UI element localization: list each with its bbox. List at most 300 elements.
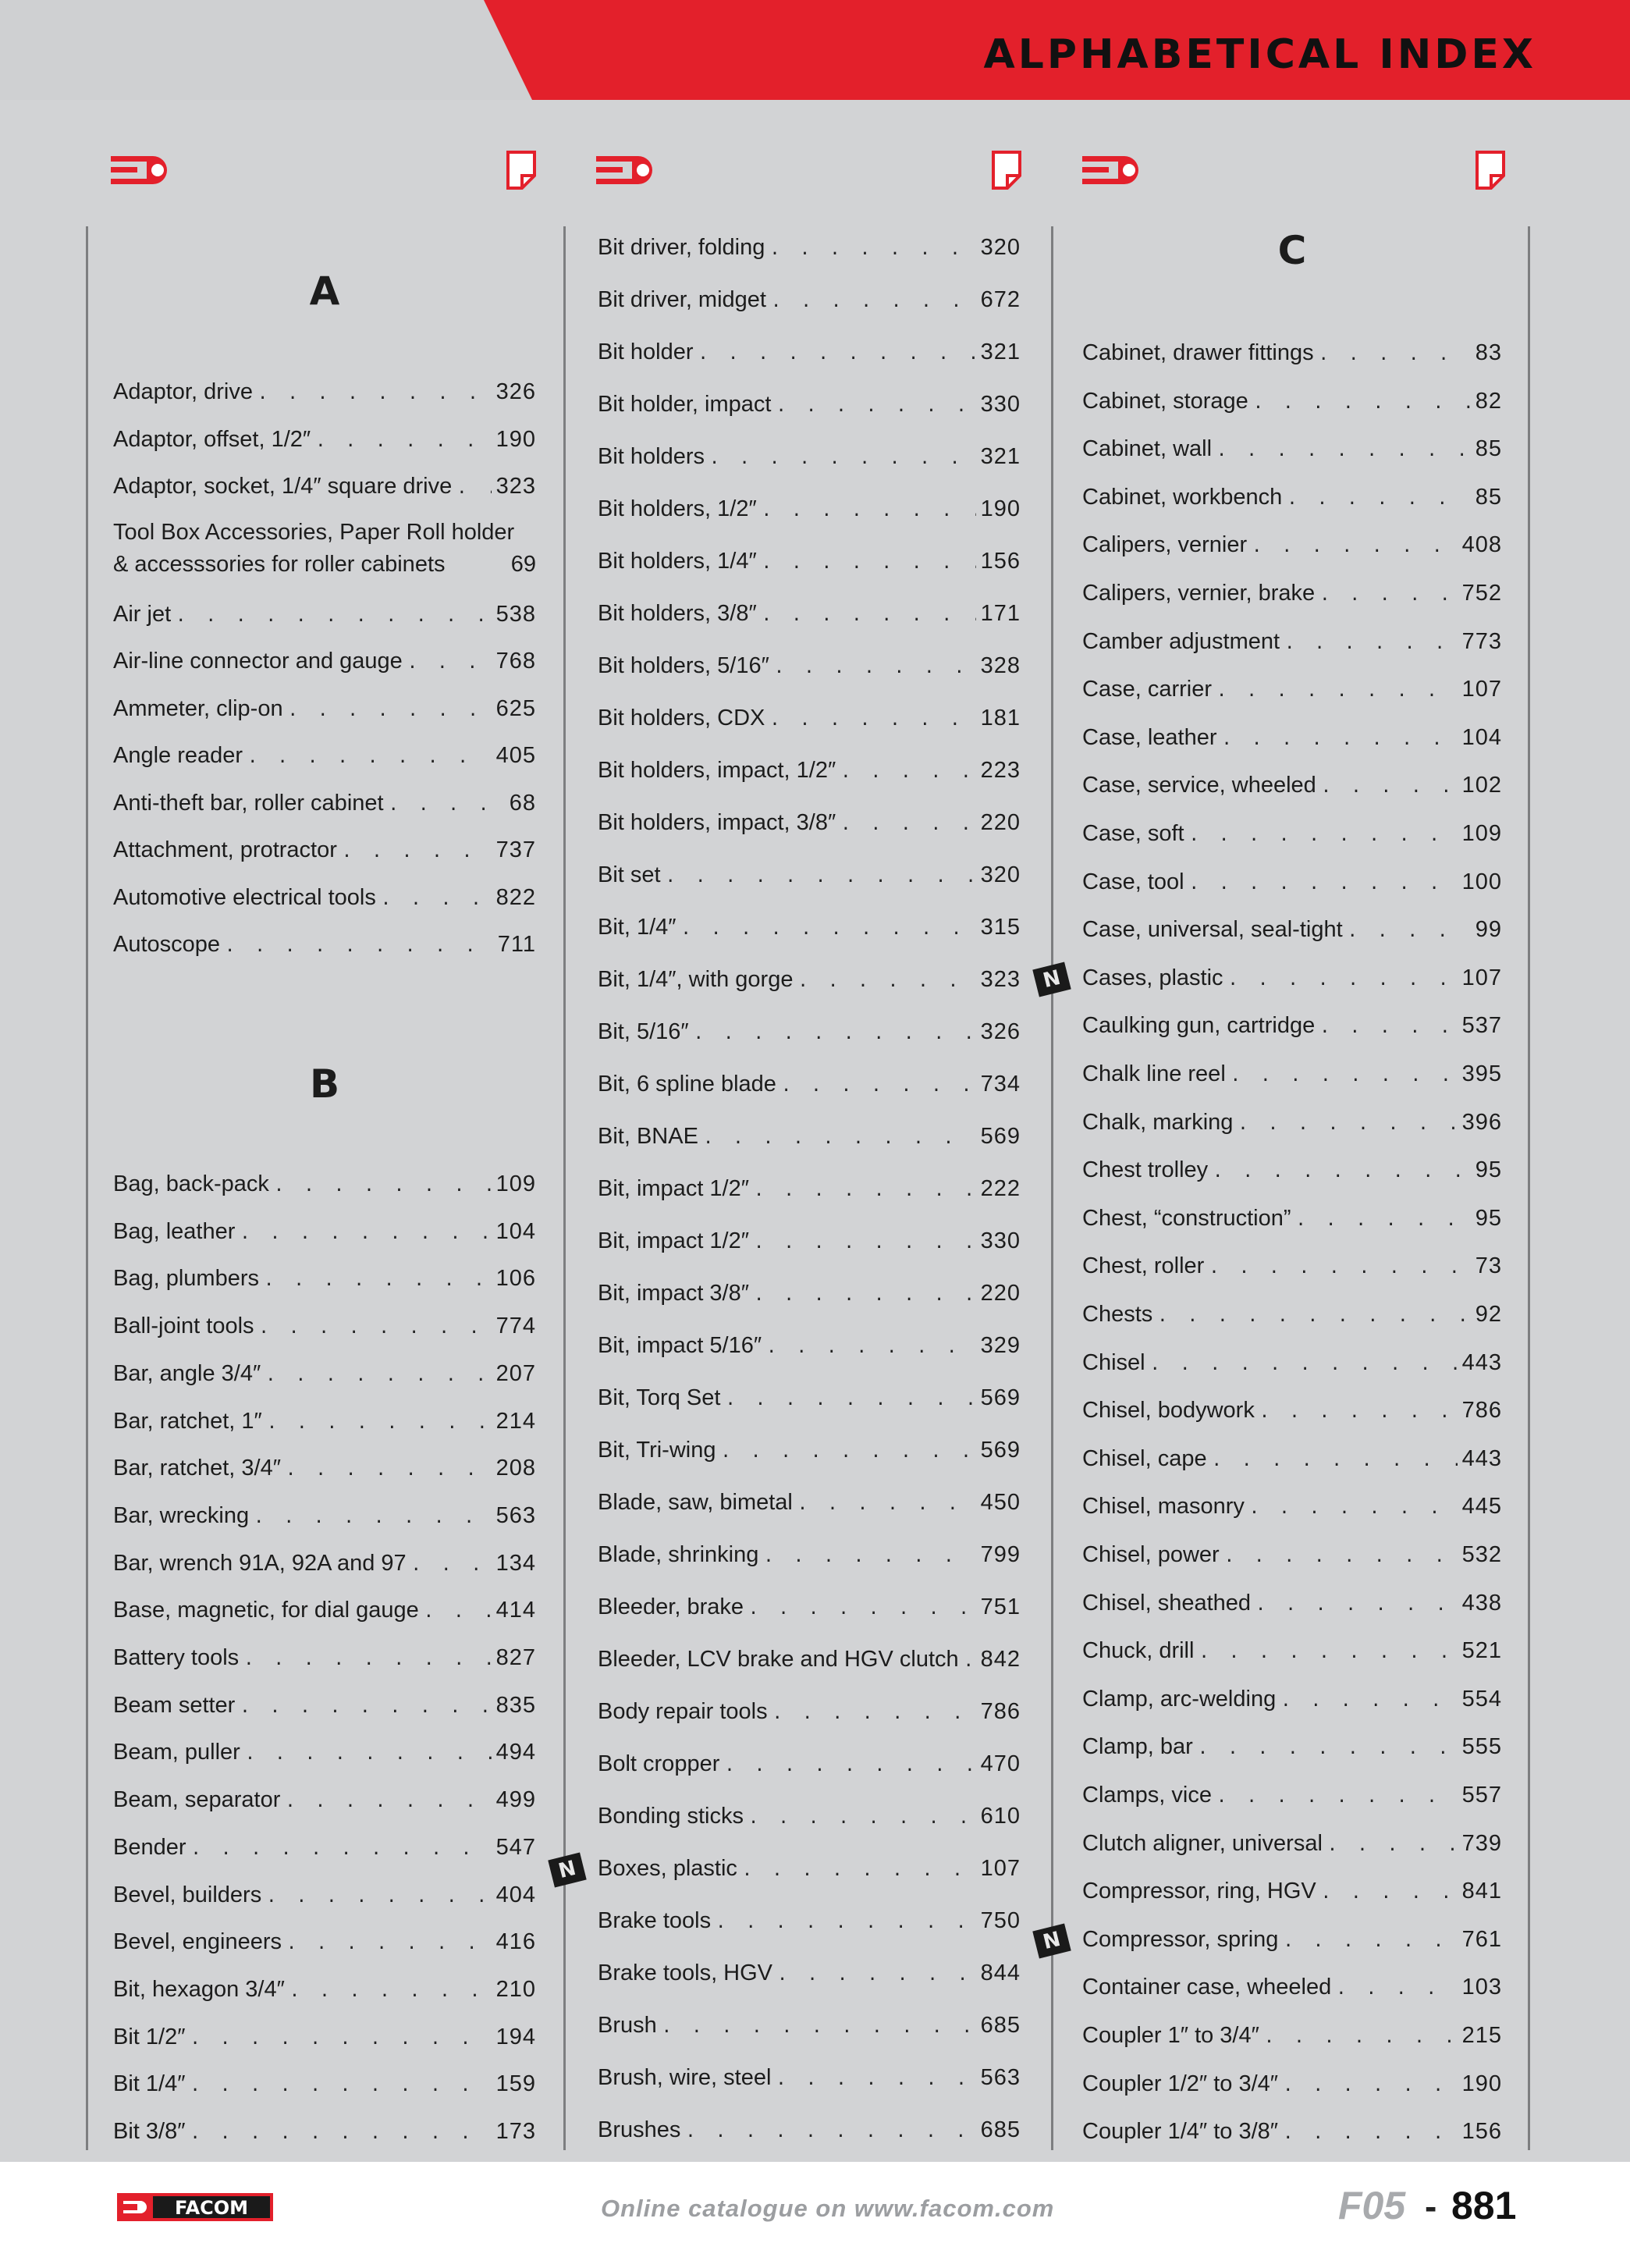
dot-leader <box>1327 1830 1458 1861</box>
index-entry <box>1082 1107 1502 1140</box>
dot-leader <box>720 1437 975 1468</box>
index-entry <box>598 232 1021 265</box>
entry-name: Bit, impact 1/2″ <box>598 1228 750 1253</box>
index-entry <box>1082 1058 1502 1092</box>
entry-page: 569 <box>980 1385 1021 1410</box>
entry-page: 569 <box>980 1124 1021 1149</box>
dot-leader <box>754 1175 976 1207</box>
dot-leader <box>776 391 975 422</box>
dot-leader <box>1216 676 1458 707</box>
entry-page: 83 <box>1475 340 1502 365</box>
entry-page: 323 <box>980 967 1021 992</box>
entry-page: 100 <box>1461 869 1502 894</box>
entry-page: 408 <box>1461 532 1502 558</box>
entry-name: Bit, 1/4″ <box>598 915 677 940</box>
entry-name: Bar, ratchet, 3/4″ <box>113 1456 281 1481</box>
dot-leader <box>456 473 491 504</box>
entry-name: Coupler 1/2″ to 3/4″ <box>1082 2071 1279 2096</box>
dot-leader <box>703 1123 976 1154</box>
dot-leader <box>411 1550 492 1581</box>
entry-name: Chisel, bodywork <box>1082 1398 1255 1424</box>
entry-name: Compressor, ring, HGV <box>1082 1879 1316 1904</box>
entry-name: Attachment, protractor <box>113 837 337 862</box>
entry-page: 109 <box>495 1171 536 1196</box>
dot-leader <box>176 601 491 632</box>
entry-page: 173 <box>495 2119 536 2144</box>
dot-leader <box>762 600 976 631</box>
entry-page: 329 <box>980 1333 1021 1358</box>
dot-leader <box>267 1408 492 1439</box>
entry-name: Air-line connector and gauge <box>113 649 403 674</box>
index-entry <box>1082 1828 1502 1861</box>
entry-name: Beam, separator <box>113 1787 281 1813</box>
index-entry <box>598 284 1021 318</box>
entry-page: 215 <box>1461 2023 1502 2048</box>
entry-name: Container case, wheeled <box>1082 1975 1332 2000</box>
entry-name: Clamp, arc-welding <box>1082 1686 1277 1712</box>
index-entry <box>598 2062 1021 2096</box>
dot-leader <box>777 1960 976 1991</box>
entry-page: 220 <box>980 1281 1021 1306</box>
entry-page: 207 <box>495 1360 536 1386</box>
entry-page: 156 <box>1461 2119 1502 2145</box>
entry-name: Caulking gun, cartridge <box>1082 1013 1316 1039</box>
dot-leader <box>774 652 976 684</box>
column-rule <box>86 226 88 2150</box>
footer-page-number: 881 <box>1451 2184 1517 2227</box>
entry-name: Bit, impact 3/8″ <box>598 1281 750 1306</box>
index-entry <box>1082 1635 1502 1669</box>
entry-name: Clutch aligner, universal <box>1082 1830 1323 1856</box>
dot-leader <box>754 1228 976 1259</box>
entry-page: 554 <box>1461 1686 1502 1712</box>
dot-leader <box>259 1313 492 1344</box>
index-entry <box>113 1263 536 1296</box>
entry-name: Chisel, power <box>1082 1542 1220 1567</box>
svg-text:FACOM: FACOM <box>174 2197 249 2219</box>
entry-page: 315 <box>980 915 1021 940</box>
entry-name-continued: & accesssories for roller cabinets <box>113 551 446 577</box>
entry-page: 323 <box>495 474 536 499</box>
dot-leader <box>685 2117 975 2148</box>
dot-leader <box>1199 1637 1457 1669</box>
entry-name: Bar, angle 3/4″ <box>113 1360 261 1386</box>
entry-name: Bevel, builders <box>113 1882 262 1907</box>
dot-leader <box>797 966 975 997</box>
entry-page: 190 <box>495 426 536 452</box>
index-entry <box>113 882 536 915</box>
entry-page: 104 <box>1461 724 1502 750</box>
entry-name: Bag, back-pack <box>113 1171 269 1196</box>
dot-leader <box>771 286 976 318</box>
dot-leader <box>1283 2071 1458 2102</box>
dot-leader <box>1259 1397 1458 1428</box>
entry-name: Chest trolley <box>1082 1157 1209 1183</box>
index-entry <box>1082 1779 1502 1813</box>
index-entry <box>1082 914 1502 947</box>
entry-name: Brush <box>598 2013 657 2038</box>
dot-leader <box>288 695 492 727</box>
index-entry <box>598 1121 1021 1154</box>
index-entry <box>113 2116 536 2149</box>
index-entry <box>598 1016 1021 1050</box>
index-entry <box>113 929 536 962</box>
entry-page: 210 <box>495 1976 536 2002</box>
dot-leader <box>1249 1493 1458 1524</box>
dot-leader <box>716 1907 976 1939</box>
entry-page: 841 <box>1461 1879 1502 1904</box>
entry-page: 416 <box>495 1929 536 1955</box>
footer-section-code: F05 <box>1338 2184 1406 2227</box>
entry-name: Tool Box Accessories, Paper Roll holder <box>113 519 515 545</box>
index-entry <box>1082 337 1502 371</box>
entry-name: Bit holders, 3/8″ <box>598 601 757 626</box>
entry-name: Case, service, wheeled <box>1082 773 1316 798</box>
dot-leader <box>1252 531 1457 563</box>
entry-name: Case, soft <box>1082 821 1184 846</box>
index-entry <box>1082 1154 1502 1188</box>
entry-page: 835 <box>495 1692 536 1718</box>
dot-leader <box>1255 1590 1458 1621</box>
entry-name: Bit 3/8″ <box>113 2119 186 2144</box>
dot-leader <box>1321 772 1458 803</box>
dot-leader <box>754 1280 976 1311</box>
dot-leader <box>247 742 492 773</box>
entry-name: Bag, plumbers <box>113 1266 259 1292</box>
index-entry <box>1082 529 1502 563</box>
dot-leader <box>1287 484 1470 515</box>
entry-page: 328 <box>980 653 1021 678</box>
entry-page: 208 <box>495 1456 536 1481</box>
dot-leader <box>1321 1878 1458 1909</box>
index-entry <box>1082 674 1502 707</box>
dot-leader <box>1283 1926 1457 1957</box>
index-entry <box>598 1068 1021 1102</box>
dot-leader <box>748 1803 976 1834</box>
entry-name: Camber adjustment <box>1082 628 1280 654</box>
index-entry <box>598 1591 1021 1625</box>
section-letter: A <box>309 268 340 314</box>
entry-name: Ball-joint tools <box>113 1314 254 1339</box>
entry-page: 107 <box>980 1856 1021 1881</box>
entry-name: Bit, 5/16″ <box>598 1019 689 1044</box>
index-entry <box>113 1690 536 1723</box>
entry-page: 610 <box>980 1804 1021 1829</box>
entry-name: Battery tools <box>113 1645 240 1670</box>
page-icon <box>991 150 1022 194</box>
entry-name: Bit driver, folding <box>598 235 765 260</box>
index-entry <box>598 1853 1021 1886</box>
dot-leader <box>769 705 975 736</box>
entry-page: 405 <box>495 743 536 768</box>
entry-name: Bit, impact 1/2″ <box>598 1176 750 1201</box>
facom-arrow-icon <box>595 153 663 191</box>
entry-page: 827 <box>495 1645 536 1670</box>
entry-page: 414 <box>495 1598 536 1623</box>
entry-name: Bonding sticks <box>598 1804 744 1829</box>
entry-name: Bar, wrench 91A, 92A and 97 <box>113 1550 407 1576</box>
entry-page: 190 <box>980 496 1021 521</box>
entry-name: Angle reader <box>113 743 243 768</box>
entry-page: 68 <box>509 790 536 816</box>
dot-leader <box>666 862 976 893</box>
index-entry <box>598 1487 1021 1520</box>
entry-page: 82 <box>1475 388 1502 414</box>
entry-name: Chalk, marking <box>1082 1109 1234 1135</box>
entry-name: Chalk line reel <box>1082 1061 1226 1086</box>
dot-leader <box>1150 1349 1458 1381</box>
entry-page: 171 <box>980 601 1021 626</box>
index-entry <box>113 1216 536 1250</box>
dot-leader <box>698 339 976 370</box>
entry-name: Air jet <box>113 601 172 627</box>
index-entry <box>1082 1299 1502 1332</box>
entry-name: Beam setter <box>113 1692 236 1718</box>
dot-leader <box>763 1541 975 1573</box>
entry-name: Brake tools <box>598 1908 712 1933</box>
index-entry <box>1082 433 1502 467</box>
entry-name: Bar, wrecking <box>113 1502 250 1528</box>
entry-page: 521 <box>1461 1638 1502 1664</box>
index-entry <box>113 2068 536 2102</box>
index-entry <box>113 1926 536 1960</box>
index-entry <box>113 1358 536 1392</box>
dot-leader <box>1228 965 1458 996</box>
index-entry <box>598 546 1021 579</box>
entry-name: Bit, 1/4″, with gorge <box>598 967 794 992</box>
entry-name: Chests <box>1082 1302 1153 1327</box>
facom-logo-icon <box>117 2193 273 2221</box>
dot-leader <box>1189 869 1458 900</box>
dot-leader <box>1157 1301 1470 1332</box>
entry-name: Autoscope <box>113 932 221 957</box>
entry-page: 737 <box>495 837 536 862</box>
entry-name: Case, tool <box>1082 869 1184 894</box>
dot-leader <box>840 809 975 841</box>
index-entry <box>1082 626 1502 659</box>
dot-leader <box>762 496 976 527</box>
index-entry <box>598 336 1021 370</box>
entry-name: Bit, BNAE <box>598 1124 698 1149</box>
index-entry <box>113 2021 536 2055</box>
entry-name: Bit holders, impact, 3/8″ <box>598 810 836 835</box>
entry-name: Anti-theft bar, roller cabinet <box>113 790 384 816</box>
entry-name: Automotive electrical tools <box>113 884 376 910</box>
index-entry <box>113 1784 536 1818</box>
index-entry <box>113 1642 536 1676</box>
dot-leader <box>772 1698 976 1729</box>
dot-leader <box>1212 1445 1458 1477</box>
dot-leader <box>289 1976 492 2007</box>
entry-name: Bag, leather <box>113 1218 236 1244</box>
index-entry <box>598 1225 1021 1259</box>
entry-page: 750 <box>980 1908 1021 1933</box>
entry-page: 443 <box>1461 1349 1502 1375</box>
dot-leader <box>1238 1109 1457 1140</box>
footer-dash: - <box>1425 2186 1437 2227</box>
index-entry <box>1082 1539 1502 1573</box>
entry-name: Bit, impact 5/16″ <box>598 1333 762 1358</box>
entry-page: 222 <box>980 1176 1021 1201</box>
entry-page: 321 <box>980 444 1021 469</box>
index-entry <box>113 693 536 727</box>
entry-page: 330 <box>980 392 1021 417</box>
dot-leader <box>1283 2118 1458 2149</box>
index-entry <box>113 599 536 632</box>
entry-name: Adaptor, offset, 1/2″ <box>113 426 311 452</box>
index-entry <box>1082 1347 1502 1381</box>
entry-name: Base, magnetic, for dial gauge <box>113 1598 419 1623</box>
dot-leader <box>264 1265 492 1296</box>
dot-leader <box>407 648 492 679</box>
entry-page: 752 <box>1461 581 1502 606</box>
index-entry <box>113 1974 536 2007</box>
dot-leader <box>1222 724 1458 755</box>
entry-name: Bit holders, 5/16″ <box>598 653 769 678</box>
index-entry <box>598 1382 1021 1416</box>
index-entry <box>1082 578 1502 611</box>
dot-leader <box>1336 1974 1457 2005</box>
index-entry <box>1082 386 1502 419</box>
index-entry <box>1082 2068 1502 2102</box>
index-entry <box>598 859 1021 893</box>
entry-page: 107 <box>1461 965 1502 990</box>
dot-leader <box>1319 580 1457 611</box>
index-entry <box>598 807 1021 841</box>
entry-page: 95 <box>1475 1205 1502 1231</box>
index-entry <box>113 1500 536 1534</box>
entry-name: Adaptor, drive <box>113 379 253 404</box>
dot-leader <box>381 884 492 915</box>
index-entry <box>1082 1203 1502 1236</box>
dot-leader <box>1189 820 1458 851</box>
index-entry <box>113 645 536 679</box>
entry-name: Bleeder, LCV brake and HGV clutch <box>598 1647 959 1672</box>
entry-page: 85 <box>1475 484 1502 510</box>
dot-leader <box>1284 628 1458 659</box>
entry-name: Chisel, cape <box>1082 1445 1207 1471</box>
entry-name: Boxes, plastic <box>598 1856 737 1881</box>
dot-leader <box>389 790 505 821</box>
dot-leader <box>1264 2022 1458 2053</box>
index-entry <box>1082 1010 1502 1043</box>
dot-leader <box>1253 388 1471 419</box>
page-icon <box>506 150 537 194</box>
dot-leader <box>762 548 976 579</box>
index-entry <box>113 1594 536 1628</box>
dot-leader <box>225 931 493 962</box>
entry-name: Bit holders <box>598 444 705 469</box>
dot-leader <box>662 2012 976 2043</box>
entry-name: Bolt cropper <box>598 1751 720 1776</box>
index-entry <box>1082 1971 1502 2005</box>
entry-name: Blade, shrinking <box>598 1542 759 1567</box>
index-entry <box>1082 1395 1502 1428</box>
index-entry <box>598 1748 1021 1782</box>
entry-page: 73 <box>1475 1253 1502 1279</box>
entry-page: 494 <box>495 1740 536 1765</box>
index-entry <box>1082 962 1502 996</box>
index-entry <box>113 376 536 410</box>
entry-page: 450 <box>980 1490 1021 1515</box>
entry-page: 734 <box>980 1072 1021 1097</box>
entry-page: 443 <box>1461 1445 1502 1471</box>
entry-page: 69 <box>510 551 536 577</box>
entry-name: Bit holders, CDX <box>598 706 765 731</box>
index-entry <box>113 1737 536 1770</box>
section-letter: C <box>1277 228 1307 273</box>
index-entry <box>1082 1491 1502 1524</box>
dot-leader <box>725 1385 975 1416</box>
index-entry <box>598 493 1021 527</box>
index-entry <box>1082 1443 1502 1477</box>
entry-page: 774 <box>495 1314 536 1339</box>
dot-leader <box>240 1692 491 1723</box>
entry-name: Cabinet, storage <box>1082 388 1248 414</box>
new-badge: N <box>1032 1923 1071 1958</box>
dot-leader <box>286 1929 492 1960</box>
dot-leader <box>342 837 492 868</box>
index-entry <box>598 389 1021 422</box>
index-entry <box>1082 1587 1502 1621</box>
index-entry <box>1082 2116 1502 2149</box>
entry-page: 404 <box>495 1882 536 1907</box>
entry-name: Brushes <box>598 2117 681 2142</box>
entry-name: Cabinet, wall <box>1082 436 1213 462</box>
index-entry <box>598 964 1021 997</box>
entry-page: 159 <box>495 2071 536 2097</box>
dot-leader <box>964 1646 976 1677</box>
dot-leader <box>190 2118 491 2149</box>
dot-leader <box>840 757 975 788</box>
entry-page: 786 <box>1461 1398 1502 1424</box>
entry-name: Bit holders, 1/2″ <box>598 496 757 521</box>
entry-page: 822 <box>495 884 536 910</box>
entry-page: 563 <box>980 2065 1021 2090</box>
entry-page: 761 <box>1461 1926 1502 1952</box>
index-entry <box>1082 818 1502 851</box>
entry-name: Bit, 6 spline blade <box>598 1072 776 1097</box>
entry-page: 557 <box>1461 1783 1502 1808</box>
entry-page: 214 <box>495 1408 536 1434</box>
dot-leader <box>781 1071 976 1102</box>
dot-leader <box>1198 1733 1458 1765</box>
entry-page: 569 <box>980 1438 1021 1463</box>
dot-leader <box>266 1882 491 1913</box>
index-entry <box>598 1173 1021 1207</box>
entry-name: Bit holders, 1/4″ <box>598 549 757 574</box>
entry-name: Case, leather <box>1082 724 1217 750</box>
entry-page: 672 <box>980 287 1021 312</box>
entry-page: 768 <box>495 649 536 674</box>
entry-page: 102 <box>1461 773 1502 798</box>
index-entry <box>113 740 536 773</box>
entry-page: 320 <box>980 235 1021 260</box>
entry-name: Bender <box>113 1834 186 1860</box>
dot-leader <box>769 234 975 265</box>
entry-page: 537 <box>1461 1013 1502 1039</box>
entry-page: 92 <box>1475 1302 1502 1327</box>
dot-leader <box>240 1218 491 1250</box>
index-entry <box>598 1696 1021 1729</box>
entry-page: 99 <box>1475 917 1502 943</box>
dot-leader <box>1213 1157 1471 1188</box>
entry-page: 438 <box>1461 1590 1502 1616</box>
dot-leader <box>254 1502 492 1534</box>
index-entry <box>113 1452 536 1486</box>
facom-arrow-icon <box>1081 153 1149 191</box>
dot-leader <box>190 2024 491 2055</box>
